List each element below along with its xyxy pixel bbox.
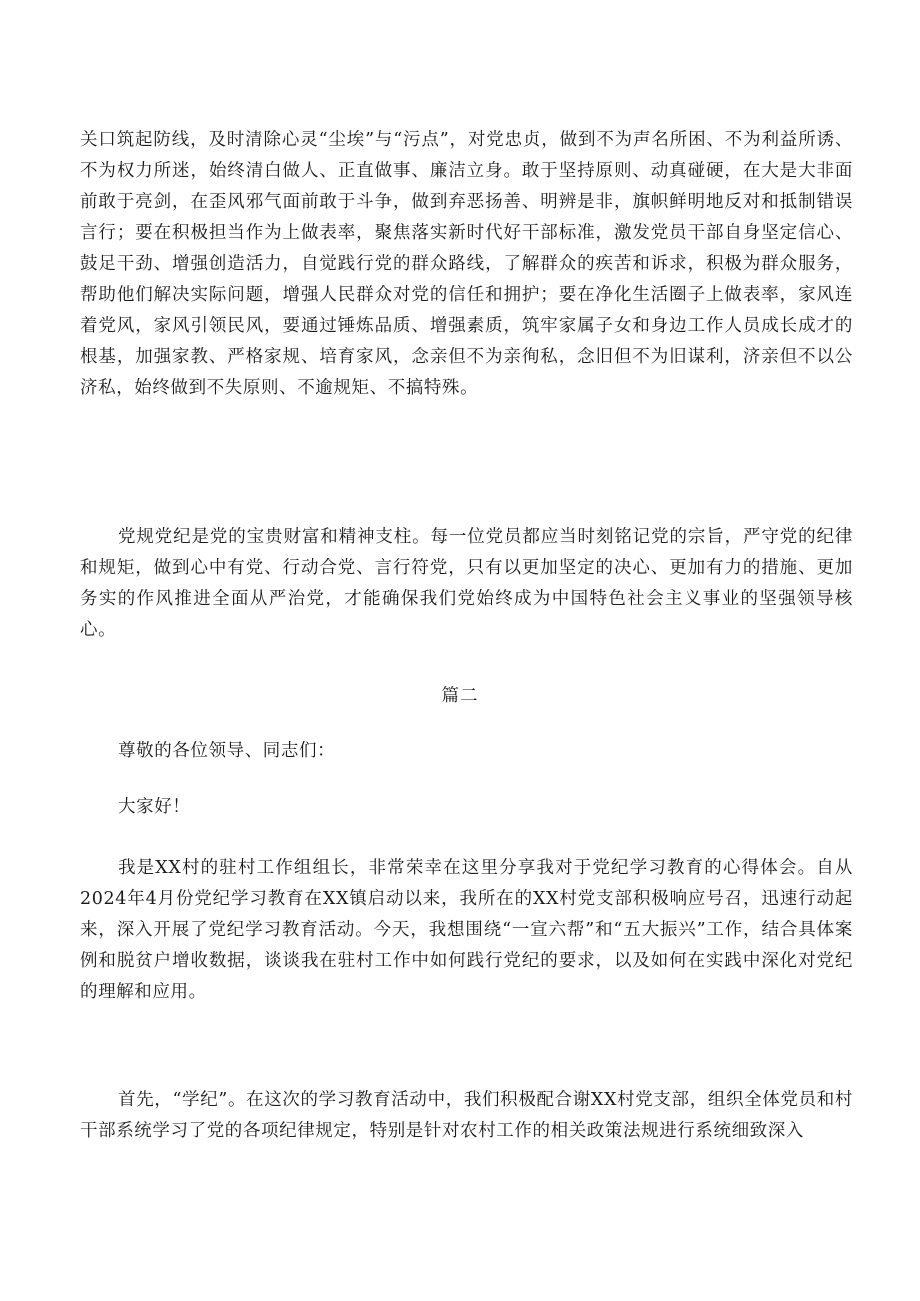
section-title: 篇二	[441, 686, 479, 706]
body-paragraph-1: 关口筑起防线，及时清除心灵“尘埃”与“污点”，对党忠贞，做到不为声名所困、不为利益所诱、不为权力所迷，始终清白做人、正直做事、廉洁立身。敢于坚持原则、动真碰硬，在大是大非面前敢于亮剑，在歪风邪气面前敢于斗争，做到弃恶扬善、明辨是非，旗帜鲜明地反对和抵制错误言行；要在积极担当作为上做表率，聚焦落实新时代好干部标准，激发党员干部自身坚定信心、鼓足干劲、增强创造活力，自觉践行党的群众路线，了解群众的疾苦和诉求，积极为群众服务，帮助他们解决实际问题，增强人民群众对党的信任和拥护；要在净化生活圈子上做表率，家风连着党风，家风引领民风，要通过锤炼品质、增强素质，筑牢家属子女和身边工作人员成长成才的根基，加强家教、严格家规、培育家风，念亲但不为亲徇私，念旧但不为旧谋利，济亲但不以公济私，始终做到不失原则、不逾规矩、不搞特殊。	[80, 130, 853, 398]
greeting: 大家好！	[118, 797, 191, 817]
body-paragraph-2: 党规党纪是党的宝贵财富和精神支柱。每一位党员都应当时刻铭记党的宗旨，严守党的纪律和规矩，做到心中有党、行动合党、言行符党，只有以更加坚定的决心、更加有力的措施、更加务实的作风推进全面从严治党，才能确保我们党始终成为中国特色社会主义事业的坚强领导核心。	[80, 527, 853, 640]
body-paragraph-3: 我是XX村的驻村工作组组长，非常荣幸在这里分享我对于党纪学习教育的心得体会。自从2024年4月份党纪学习教育在XX镇启动以来，我所在的XX村党支部积极响应号召，迅速行动起来，深入开展了党纪学习教育活动。今天，我想围绕“一宣六帮”和“五大振兴”工作，结合具体案例和脱贫户增收数据，谈谈我在驻村工作中如何践行党纪的要求，以及如何在实践中深化对党纪的理解和应用。	[80, 858, 853, 1002]
salutation: 尊敬的各位领导、同志们：	[118, 741, 336, 761]
body-paragraph-4: 首先，“学纪”。在这次的学习教育活动中，我们积极配合谢XX村党支部，组织全体党员和村干部系统学习了党的各项纪律规定，特别是针对农村工作的相关政策法规进行系统细致深入	[80, 1090, 853, 1141]
